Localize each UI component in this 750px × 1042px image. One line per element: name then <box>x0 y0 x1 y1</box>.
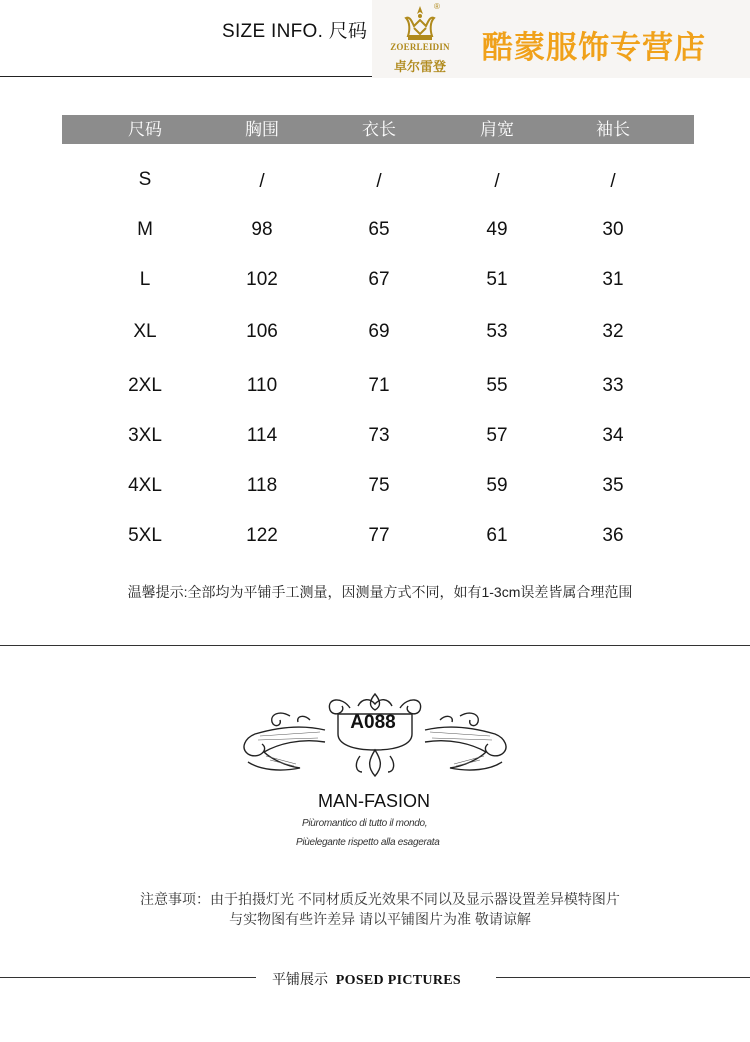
caution-line-2: 与实物图有些许差异 请以平铺图片为准 敬请谅解 <box>229 911 531 927</box>
table-cell: 67 <box>368 269 390 290</box>
table-cell: 53 <box>486 321 508 342</box>
table-cell: 61 <box>486 525 508 546</box>
caution-line-1: 注意事项：由于拍摄灯光 不同材质反光效果不同以及显示器设置差异模特图片 <box>140 891 620 907</box>
table-cell: 69 <box>368 321 390 342</box>
brand-logo <box>378 2 462 76</box>
table-cell: 118 <box>246 475 278 496</box>
table-cell: 73 <box>368 425 390 446</box>
table-cell: 98 <box>251 219 273 240</box>
ornamental-banner-icon <box>230 686 520 796</box>
table-cell: 55 <box>486 375 508 396</box>
store-name: 酷蒙服饰专营店 <box>482 30 706 65</box>
emblem-tagline-2: Piùelegante rispetto alla esagerata <box>296 837 440 848</box>
brand-name-cn: 卓尔雷登 <box>393 59 446 74</box>
table-cell: 71 <box>368 375 390 396</box>
table-cell: 4XL <box>128 475 162 496</box>
table-cell: 65 <box>368 219 390 240</box>
table-cell: 110 <box>246 375 278 396</box>
table-cell: 102 <box>246 269 278 290</box>
column-header-sleeve: 袖长 <box>596 120 630 139</box>
table-cell: 35 <box>602 475 624 496</box>
table-cell: 51 <box>486 269 508 290</box>
table-cell: 34 <box>602 425 624 446</box>
table-cell: 36 <box>602 525 624 546</box>
table-cell: 75 <box>368 475 390 496</box>
table-cell: 49 <box>486 219 508 240</box>
table-cell: 77 <box>368 525 390 546</box>
header-divider <box>0 76 375 77</box>
brand-name-en: ZOERLEIDIN <box>390 42 450 52</box>
table-cell: 3XL <box>128 425 162 446</box>
emblem-tagline-1: Piùromantico di tutto il mondo, <box>302 818 428 829</box>
table-cell: 5XL <box>128 525 162 546</box>
footer-label <box>272 969 461 989</box>
registered-mark: ® <box>434 2 440 11</box>
table-cell: 2XL <box>128 375 162 396</box>
measurement-note: 温馨提示:全部均为平铺手工测量，因测量方式不同，如有1-3cm误差皆属合理范围 <box>127 584 633 600</box>
model-number: A088 <box>350 712 396 733</box>
table-cell: 114 <box>246 425 278 446</box>
footer-label-cn: 平铺展示 <box>272 971 328 987</box>
emblem-title: MAN-FASION <box>318 791 431 811</box>
column-header-shoulder: 肩宽 <box>480 120 514 139</box>
footer-divider-right <box>496 977 750 978</box>
table-cell: 33 <box>602 375 624 396</box>
table-cell: XL <box>133 321 157 342</box>
table-cell: 122 <box>246 525 278 546</box>
footer-divider-left <box>0 977 256 978</box>
table-cell: M <box>137 219 153 240</box>
table-cell: / <box>376 171 382 192</box>
column-header-size: 尺码 <box>128 120 162 139</box>
column-header-chest: 胸围 <box>245 120 279 139</box>
table-cell: 57 <box>486 425 508 446</box>
table-cell: / <box>494 171 500 192</box>
footer-label-en: POSED PICTURES <box>335 973 461 988</box>
column-header-length: 衣长 <box>362 120 396 139</box>
table-cell: 30 <box>602 219 624 240</box>
table-cell: 32 <box>602 321 624 342</box>
table-cell: 59 <box>486 475 508 496</box>
table-cell: L <box>139 269 151 290</box>
table-cell: / <box>610 171 616 192</box>
table-cell: 31 <box>602 269 624 290</box>
table-cell: / <box>259 171 265 192</box>
page-title: SIZE INFO. 尺码 <box>222 21 368 42</box>
section-divider <box>0 645 750 646</box>
table-cell: S <box>138 169 152 190</box>
table-cell: 106 <box>246 321 278 342</box>
